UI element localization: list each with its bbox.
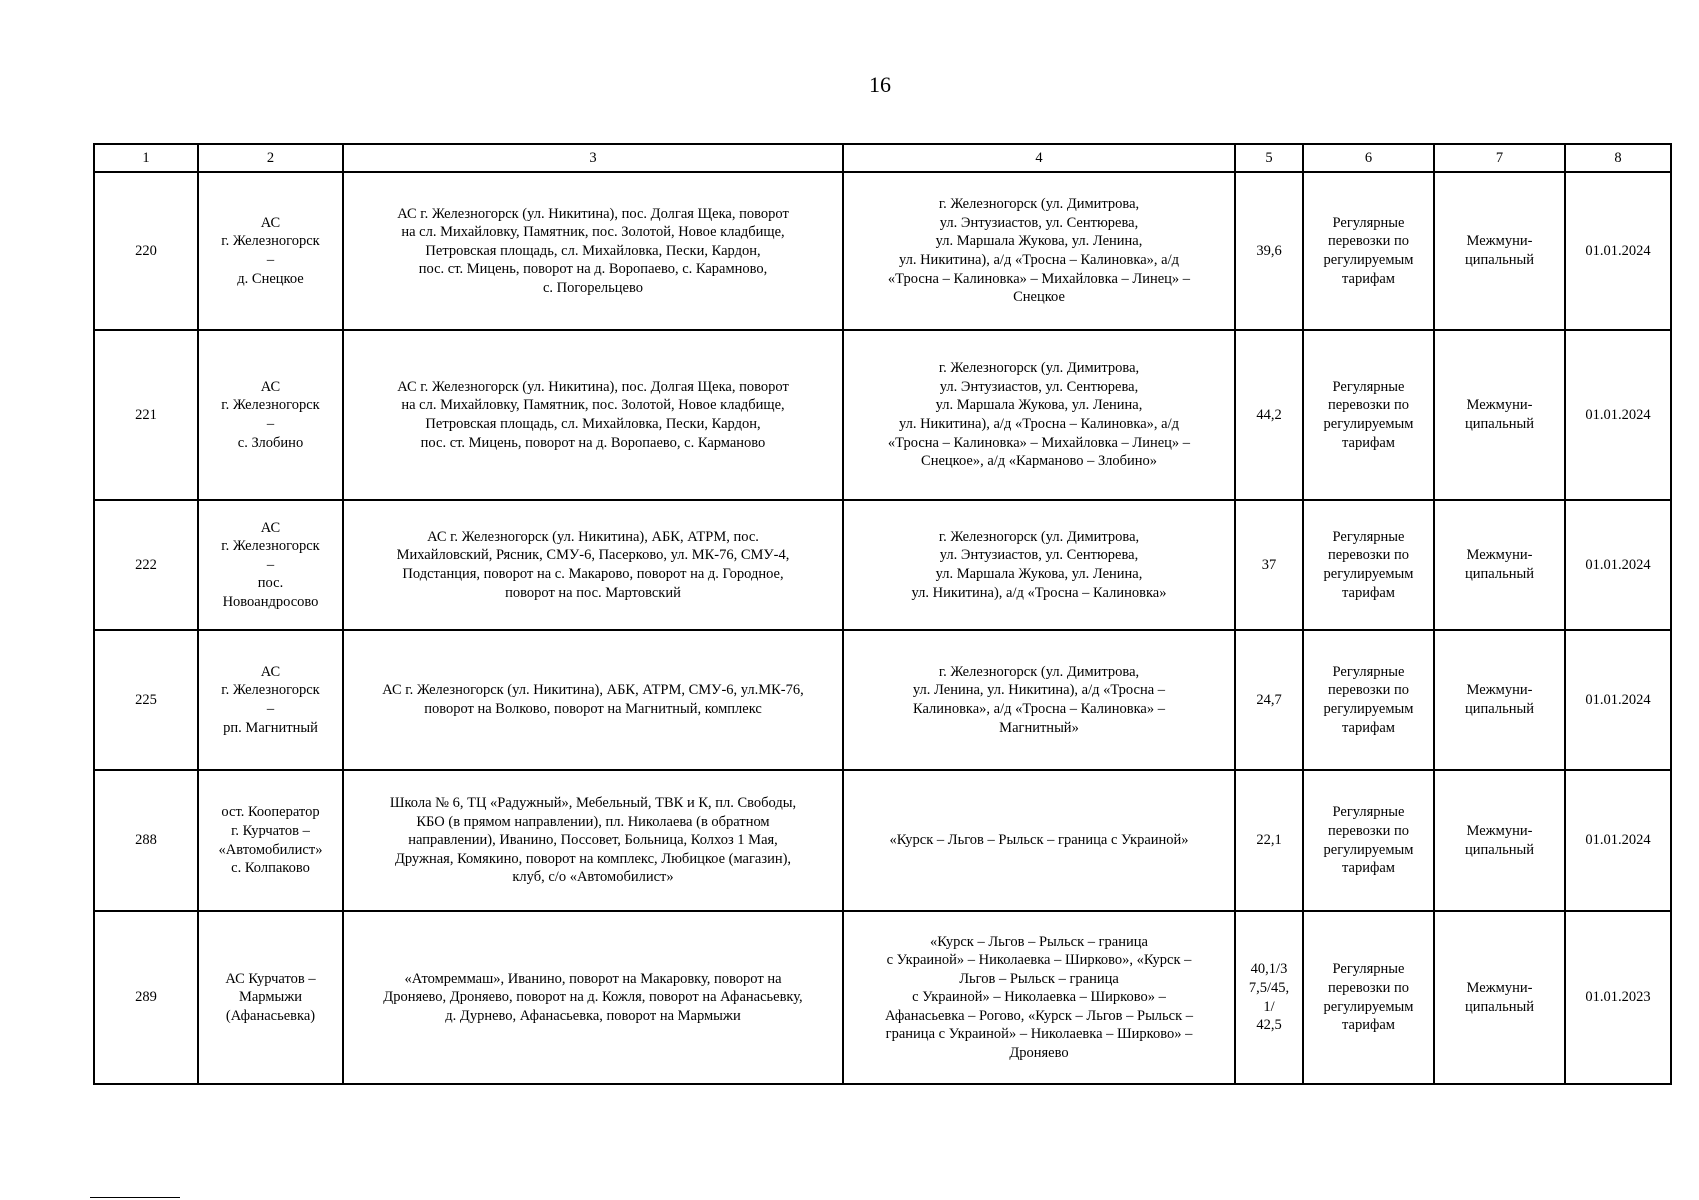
page-number: 16 <box>869 72 891 97</box>
footer-divider <box>90 1197 180 1198</box>
column-header: 8 <box>1565 144 1671 172</box>
route-stops: АС г. Железногорск (ул. Никитина), АБК, АТРМ, СМУ-6, ул.МК-76, поворот на Волково, поворот на Магнитный, комплекс <box>343 630 843 770</box>
route-kind: Межмуни- ципальный <box>1434 330 1565 500</box>
route-name: ост. Кооператор г. Курчатов – «Автомобилист» с. Колпаково <box>198 770 343 911</box>
table-row <box>94 630 1671 770</box>
route-number: 221 <box>94 330 198 500</box>
route-streets: г. Железногорск (ул. Димитрова, ул. Энтузиастов, ул. Сентюрева, ул. Маршала Жукова, ул. Ленина, ул. Никитина), а/д «Тросна – Калиновка», а/д «Тросна – Калиновка» – Михайловка – Линец» – Снецкое», а/д «Карманово – Злобино» <box>843 330 1235 500</box>
transport-type: Регулярные перевозки по регулируемым тарифам <box>1303 770 1434 911</box>
route-stops: Школа № 6, ТЦ «Радужный», Мебельный, ТВК и К, пл. Свободы, КБО (в прямом направлении), пл. Николаева (в обратном направлении), Иванино, Поссовет, Больница, Колхоз 1 Мая, Дружная, Комякино, поворот на комплекс, Любицкое (магазин), клуб, с/о «Автомобилист» <box>343 770 843 911</box>
column-header: 6 <box>1303 144 1434 172</box>
start-date: 01.01.2024 <box>1565 630 1671 770</box>
table-row <box>94 500 1671 630</box>
table-row <box>94 172 1671 330</box>
start-date: 01.01.2023 <box>1565 911 1671 1084</box>
route-stops: АС г. Железногорск (ул. Никитина), пос. Долгая Щека, поворот на сл. Михайловку, Памятник, пос. Золотой, Новое кладбище, Петровская площадь, сл. Михайловка, Пески, Кардон, пос. ст. Мицень, поворот на д. Воропаево, с. Карамново, с. Погорельцево <box>343 172 843 330</box>
route-name: АС г. Железногорск – пос. Новоандросово <box>198 500 343 630</box>
route-number: 220 <box>94 172 198 330</box>
route-stops: АС г. Железногорск (ул. Никитина), АБК, АТРМ, пос. Михайловский, Рясник, СМУ-6, Пасерково, ул. МК-76, СМУ-4, Подстанция, поворот на с. Макарово, поворот на д. Городное, поворот на пос. Мартовский <box>343 500 843 630</box>
route-length: 44,2 <box>1235 330 1303 500</box>
transport-type: Регулярные перевозки по регулируемым тарифам <box>1303 630 1434 770</box>
route-kind: Межмуни- ципальный <box>1434 770 1565 911</box>
route-number: 288 <box>94 770 198 911</box>
route-streets: «Курск – Льгов – Рыльск – граница с Украиной» <box>843 770 1235 911</box>
route-name: АС г. Железногорск – д. Снецкое <box>198 172 343 330</box>
column-header: 3 <box>343 144 843 172</box>
route-streets: г. Железногорск (ул. Димитрова, ул. Энтузиастов, ул. Сентюрева, ул. Маршала Жукова, ул. Ленина, ул. Никитина), а/д «Тросна – Калиновка» <box>843 500 1235 630</box>
route-number: 225 <box>94 630 198 770</box>
transport-type: Регулярные перевозки по регулируемым тарифам <box>1303 172 1434 330</box>
table-header-row <box>94 144 1671 172</box>
transport-type: Регулярные перевозки по регулируемым тарифам <box>1303 911 1434 1084</box>
route-kind: Межмуни- ципальный <box>1434 630 1565 770</box>
route-length: 24,7 <box>1235 630 1303 770</box>
route-kind: Межмуни- ципальный <box>1434 500 1565 630</box>
route-kind: Межмуни- ципальный <box>1434 911 1565 1084</box>
transport-type: Регулярные перевозки по регулируемым тарифам <box>1303 330 1434 500</box>
column-header: 5 <box>1235 144 1303 172</box>
route-length: 22,1 <box>1235 770 1303 911</box>
start-date: 01.01.2024 <box>1565 500 1671 630</box>
route-length: 39,6 <box>1235 172 1303 330</box>
start-date: 01.01.2024 <box>1565 172 1671 330</box>
route-length: 40,1/3 7,5/45, 1/ 42,5 <box>1235 911 1303 1084</box>
route-kind: Межмуни- ципальный <box>1434 172 1565 330</box>
route-length: 37 <box>1235 500 1303 630</box>
route-streets: г. Железногорск (ул. Димитрова, ул. Ленина, ул. Никитина), а/д «Тросна – Калиновка», а/д «Тросна – Калиновка» – Магнитный» <box>843 630 1235 770</box>
route-name: АС г. Железногорск – с. Злобино <box>198 330 343 500</box>
routes-table <box>93 143 1672 1085</box>
route-streets: г. Железногорск (ул. Димитрова, ул. Энтузиастов, ул. Сентюрева, ул. Маршала Жукова, ул. Ленина, ул. Никитина), а/д «Тросна – Калиновка», а/д «Тросна – Калиновка» – Михайловка – Линец» – Снецкое <box>843 172 1235 330</box>
column-header: 4 <box>843 144 1235 172</box>
route-number: 289 <box>94 911 198 1084</box>
table-row <box>94 330 1671 500</box>
start-date: 01.01.2024 <box>1565 330 1671 500</box>
route-number: 222 <box>94 500 198 630</box>
table-row <box>94 911 1671 1084</box>
route-stops: АС г. Железногорск (ул. Никитина), пос. Долгая Щека, поворот на сл. Михайловку, Памятник, пос. Золотой, Новое кладбище, Петровская площадь, сл. Михайловка, Пески, Кардон, пос. ст. Мицень, поворот на д. Воропаево, с. Карманово <box>343 330 843 500</box>
column-header: 2 <box>198 144 343 172</box>
route-name: АС г. Железногорск – рп. Магнитный <box>198 630 343 770</box>
start-date: 01.01.2024 <box>1565 770 1671 911</box>
route-streets: «Курск – Льгов – Рыльск – граница с Украиной» – Николаевка – Ширково», «Курск – Льгов – Рыльск – граница с Украиной» – Николаевка – Ширково» – Афанасьевка – Рогово, «Курск – Льгов – Рыльск – граница с Украиной» – Николаевка – Ширково» – Дроняево <box>843 911 1235 1084</box>
route-name: АС Курчатов – Мармыжи (Афанасьевка) <box>198 911 343 1084</box>
column-header: 7 <box>1434 144 1565 172</box>
route-stops: «Атомреммаш», Иванино, поворот на Макаровку, поворот на Дроняево, Дроняево, поворот на д. Кожля, поворот на Афанасьевку, д. Дурнево, Афанасьевка, поворот на Мармыжи <box>343 911 843 1084</box>
transport-type: Регулярные перевозки по регулируемым тарифам <box>1303 500 1434 630</box>
table-row <box>94 770 1671 911</box>
column-header: 1 <box>94 144 198 172</box>
